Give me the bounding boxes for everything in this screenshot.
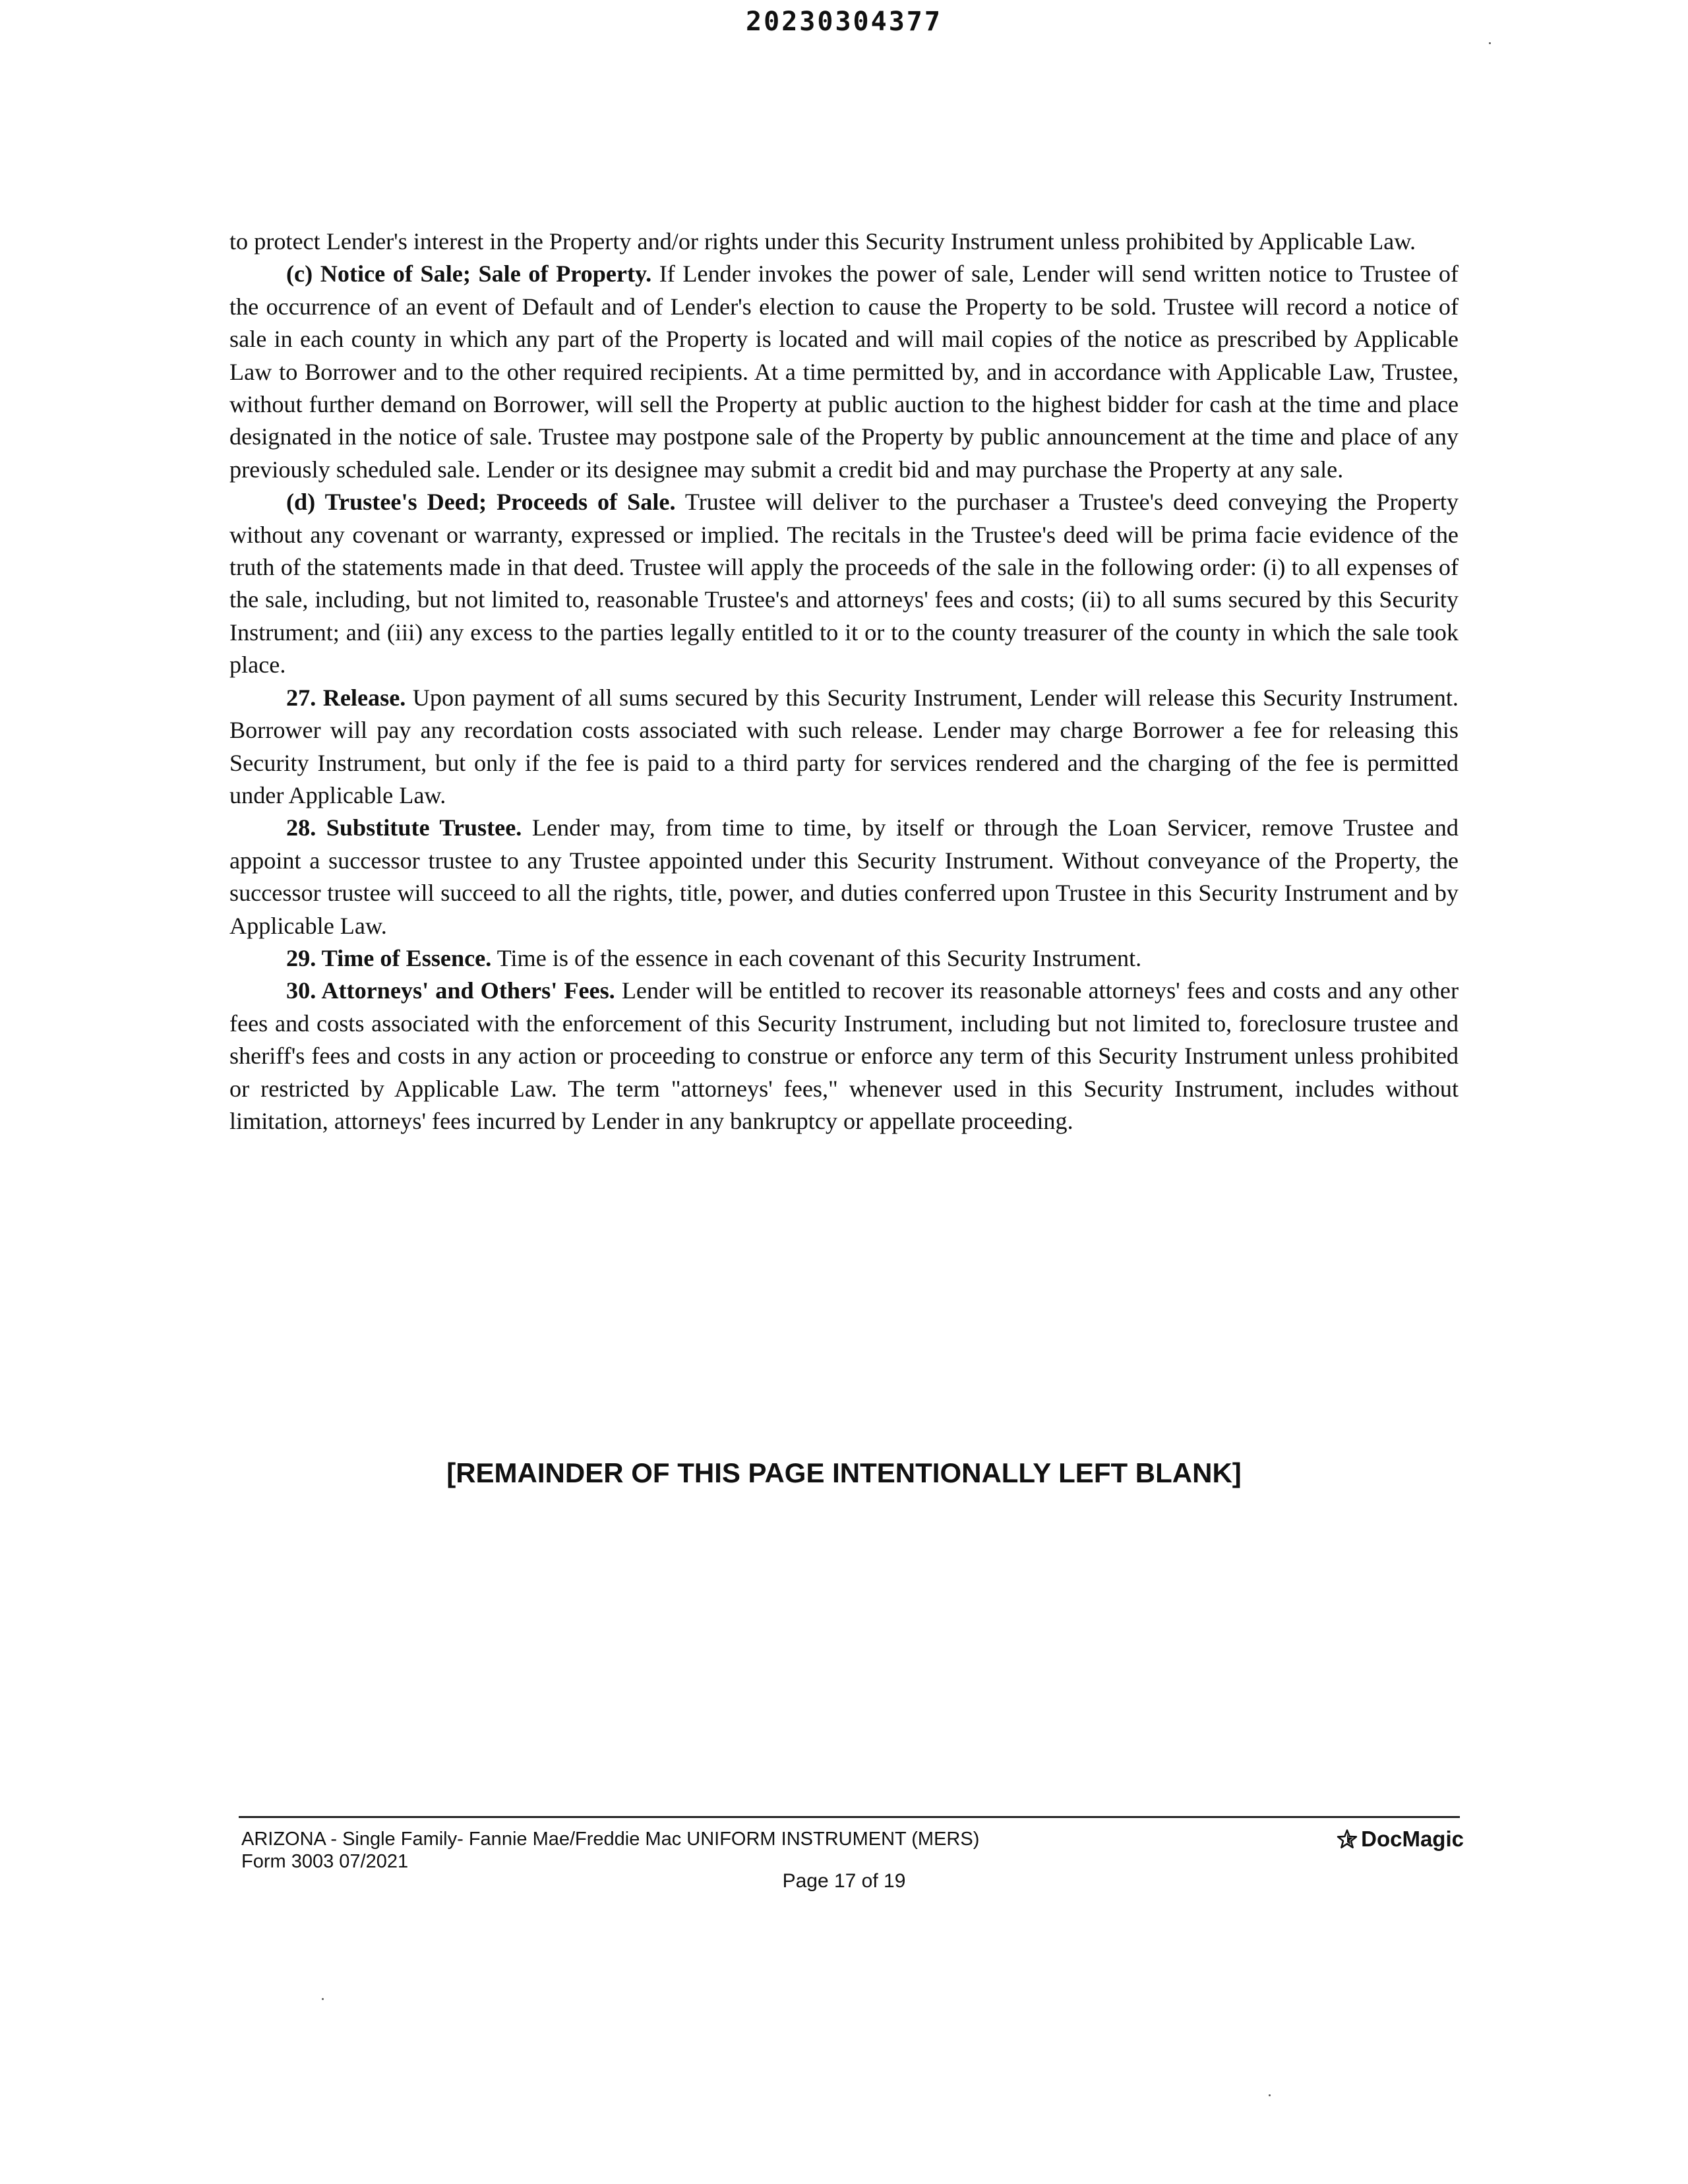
text-notice-of-sale: If Lender invokes the power of sale, Lender will send written notice to Trustee of the occurrence of an event of Default and of Lender's election to cause the Property to be sold. Trustee will record a notice of sale in each county in which any part of the Property is located and will mail copies of the notice as prescribed by Applicable Law to Borrower and to the other required recipients. At a time permitted by, and in accordance with Applicable Law, Trustee, without further demand on Borrower, will sell the Property at public auction to the highest bidder for cash at the time and place designated in the notice of sale. Trustee may postpone sale of the Property by public announcement at the time and place of any previously scheduled sale. Lender or its designee may submit a credit bid and may purchase the Property at any sale. bbox=[229, 260, 1459, 483]
footer-form-info bbox=[241, 1828, 979, 1873]
heading-trustees-deed: (d) Trustee's Deed; Proceeds of Sale. bbox=[286, 489, 676, 516]
heading-substitute-trustee: 28. Substitute Trustee. bbox=[286, 814, 522, 841]
text-substitute-trustee: Lender may, from time to time, by itself or through the Loan Servicer, remove Trustee and appoint a successor trustee to any Trustee appointed under this Security Instrument. Without conveyance of the Property, the successor trustee will succeed to all the rights, title, power, and duties conferred upon Trustee in this Security Instrument and by Applicable Law. bbox=[229, 814, 1459, 939]
paragraph-continuation: to protect Lender's interest in the Property and/or rights under this Security Instrument unless prohibited by Applicable Law. bbox=[229, 228, 1416, 255]
page-number: Page 17 of 19 bbox=[782, 1870, 906, 1892]
paragraph-release bbox=[229, 682, 1459, 812]
text-attorneys-fees: Lender will be entitled to recover its reasonable attorneys' fees and costs and any other fees and costs associated with the enforcement of this Security Instrument, including but not limited to, foreclosure trustee and sheriff's fees and costs in any action or proceeding to construe or enforce any term of this Security Instrument unless prohibited or restricted by Applicable Law. The term "attorneys' fees," whenever used in this Security Instrument, includes without limitation, attorneys' fees incurred by Lender in any bankruptcy or appellate proceeding. bbox=[229, 977, 1459, 1134]
footer-divider bbox=[239, 1816, 1460, 1818]
docmagic-logo bbox=[1336, 1827, 1464, 1852]
star-icon bbox=[1336, 1828, 1358, 1850]
heading-attorneys-fees: 30. Attorneys' and Others' Fees. bbox=[286, 977, 615, 1004]
paragraph-attorneys-fees bbox=[229, 975, 1459, 1138]
heading-release: 27. Release. bbox=[286, 684, 406, 711]
heading-time-of-essence: 29. Time of Essence. bbox=[286, 944, 492, 971]
paragraph-substitute-trustee bbox=[229, 812, 1459, 942]
paragraph-time-of-essence bbox=[229, 942, 1459, 975]
blank-page-notice: [REMAINDER OF THIS PAGE INTENTIONALLY LEFT BLANK] bbox=[446, 1457, 1242, 1488]
scan-speck bbox=[1269, 2094, 1271, 2096]
document-body bbox=[229, 226, 1459, 1138]
text-release: Upon payment of all sums secured by this Security Instrument, Lender will release this Security Instrument. Borrower will pay any recordation costs associated with such release. Lender may charge Borrower a fee for releasing this Security Instrument, but only if the fee is paid to a third party for services rendered and the charging of the fee is permitted under Applicable Law. bbox=[229, 684, 1459, 808]
brand-name: DocMagic bbox=[1361, 1827, 1464, 1851]
footer-form-title: ARIZONA - Single Family- Fannie Mae/Freddie Mac UNIFORM INSTRUMENT (MERS) bbox=[241, 1829, 980, 1850]
text-time-of-essence: Time is of the essence in each covenant of this Security Instrument. bbox=[491, 944, 1142, 971]
text-trustees-deed: Trustee will deliver to the purchaser a Trustee's deed conveying the Property without any covenant or warranty, expressed or implied. The recitals in the Trustee's deed will be prima facie evidence of the truth of the statements made in that deed. Trustee will apply the proceeds of the sale in the following order: (i) to all expenses of the sale, including, but not limited to, reasonable Trustee's and attorneys' fees and costs; (ii) to all sums secured by this Security Instrument; and (iii) any excess to the parties legally entitled to it or to the county treasurer of the county in which the sale took place. bbox=[229, 489, 1459, 679]
heading-notice-of-sale: (c) Notice of Sale; Sale of Property. bbox=[286, 260, 652, 288]
paragraph-notice-of-sale bbox=[229, 258, 1459, 486]
paragraph-trustees-deed bbox=[229, 486, 1459, 681]
scan-speck bbox=[322, 1998, 324, 2000]
recording-number: 20230304377 bbox=[746, 7, 942, 37]
footer-form-number: Form 3003 07/2021 bbox=[241, 1851, 409, 1872]
scan-speck bbox=[1489, 42, 1491, 44]
